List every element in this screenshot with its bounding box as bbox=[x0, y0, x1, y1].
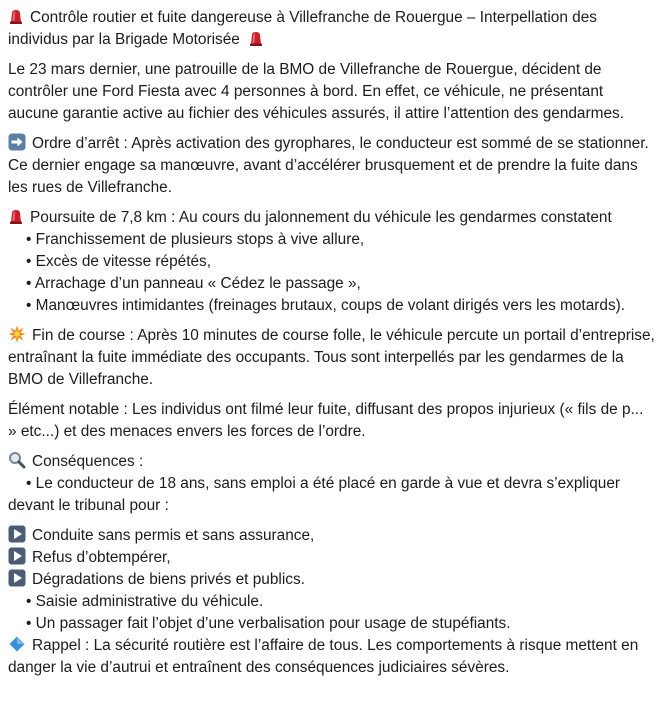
right-arrow-icon bbox=[8, 133, 26, 151]
post-title bbox=[8, 7, 655, 51]
notable-paragraph: Élément notable : Les individus ont filmé leur fuite, diffusant des propos injurieux (« fils de p... » etc...) et des menaces envers les forces de l’ordre. bbox=[8, 401, 644, 440]
list-item: • Franchissement de plusieurs stops à vive allure, bbox=[26, 231, 365, 248]
charge-text: Dégradations de biens privés et publics. bbox=[32, 571, 305, 588]
charges-list bbox=[8, 525, 655, 635]
play-button-icon bbox=[8, 525, 26, 543]
rappel-text: Rappel : La sécurité routière est l’affaire de tous. Les comportements à risque mettent en danger la vie d’autrui et entraînent des conséquences judiciaires sévères. bbox=[8, 637, 639, 676]
police-light-icon bbox=[8, 209, 24, 225]
intro-paragraph: Le 23 mars dernier, une patrouille de la BMO de Villefranche de Rouergue, décident de contrôler une Ford Fiesta avec 4 personnes à bord. En effet, ce véhicule, ne présentant aucune garantie active au fichier des véhicules assurés, il attire l’attention des gendarmes. bbox=[8, 61, 624, 122]
police-light-icon bbox=[8, 9, 24, 25]
ordre-text: Ordre d’arrêt : Après activation des gyrophares, le conducteur est sommé de se stationner. Ce dernier engage sa manœuvre, avant d’accélérer brusquement et de prendre la fuite dans les rues de Villefranche. bbox=[8, 135, 649, 196]
list-item: • Arrachage d’un panneau « Cédez le passage », bbox=[26, 275, 361, 292]
fin-paragraph bbox=[8, 325, 655, 391]
play-button-icon bbox=[8, 547, 26, 565]
ordre-paragraph bbox=[8, 133, 655, 199]
play-button-icon bbox=[8, 569, 26, 587]
magnifying-glass-icon bbox=[8, 451, 26, 469]
list-item: • Excès de vitesse répétés, bbox=[26, 253, 212, 270]
list-item: • Manœuvres intimidantes (freinages brutaux, coups de volant dirigés vers les motards). bbox=[26, 297, 626, 314]
poursuite-section bbox=[8, 207, 655, 317]
list-item bbox=[8, 525, 655, 547]
consequences-heading-text: Conséquences : bbox=[32, 453, 144, 470]
consequences-section bbox=[8, 451, 655, 517]
collision-icon bbox=[8, 325, 26, 343]
conducteur-text: • Le conducteur de 18 ans, sans emploi a été placé en garde à vue et devra s’expliquer devant le tribunal pour : bbox=[8, 475, 621, 514]
consequences-heading bbox=[8, 451, 655, 473]
list-item: • Saisie administrative du véhicule. bbox=[26, 593, 264, 610]
charge-text: Conduite sans permis et sans assurance, bbox=[32, 527, 315, 544]
list-item bbox=[8, 547, 655, 569]
poursuite-heading-text: Poursuite de 7,8 km : Au cours du jalonnement du véhicule les gendarmes constatent bbox=[30, 209, 612, 226]
poursuite-heading bbox=[8, 207, 655, 229]
blue-diamond-icon bbox=[8, 635, 26, 653]
list-item: • Un passager fait l’objet d’une verbalisation pour usage de stupéfiants. bbox=[26, 615, 511, 632]
rappel-paragraph bbox=[8, 635, 655, 679]
police-light-icon bbox=[248, 31, 264, 47]
charge-text: Refus d’obtempérer, bbox=[32, 549, 171, 566]
list-item bbox=[8, 569, 655, 591]
post-title-text: Contrôle routier et fuite dangereuse à Villefranche de Rouergue – Interpellation des individus par la Brigade Motorisée bbox=[8, 9, 597, 48]
fin-text: Fin de course : Après 10 minutes de course folle, le véhicule percute un portail d’entreprise, entraînant la fuite immédiate des occupants. Tous sont interpellés par les gendarmes de la BMO de Villefranche. bbox=[8, 327, 655, 388]
